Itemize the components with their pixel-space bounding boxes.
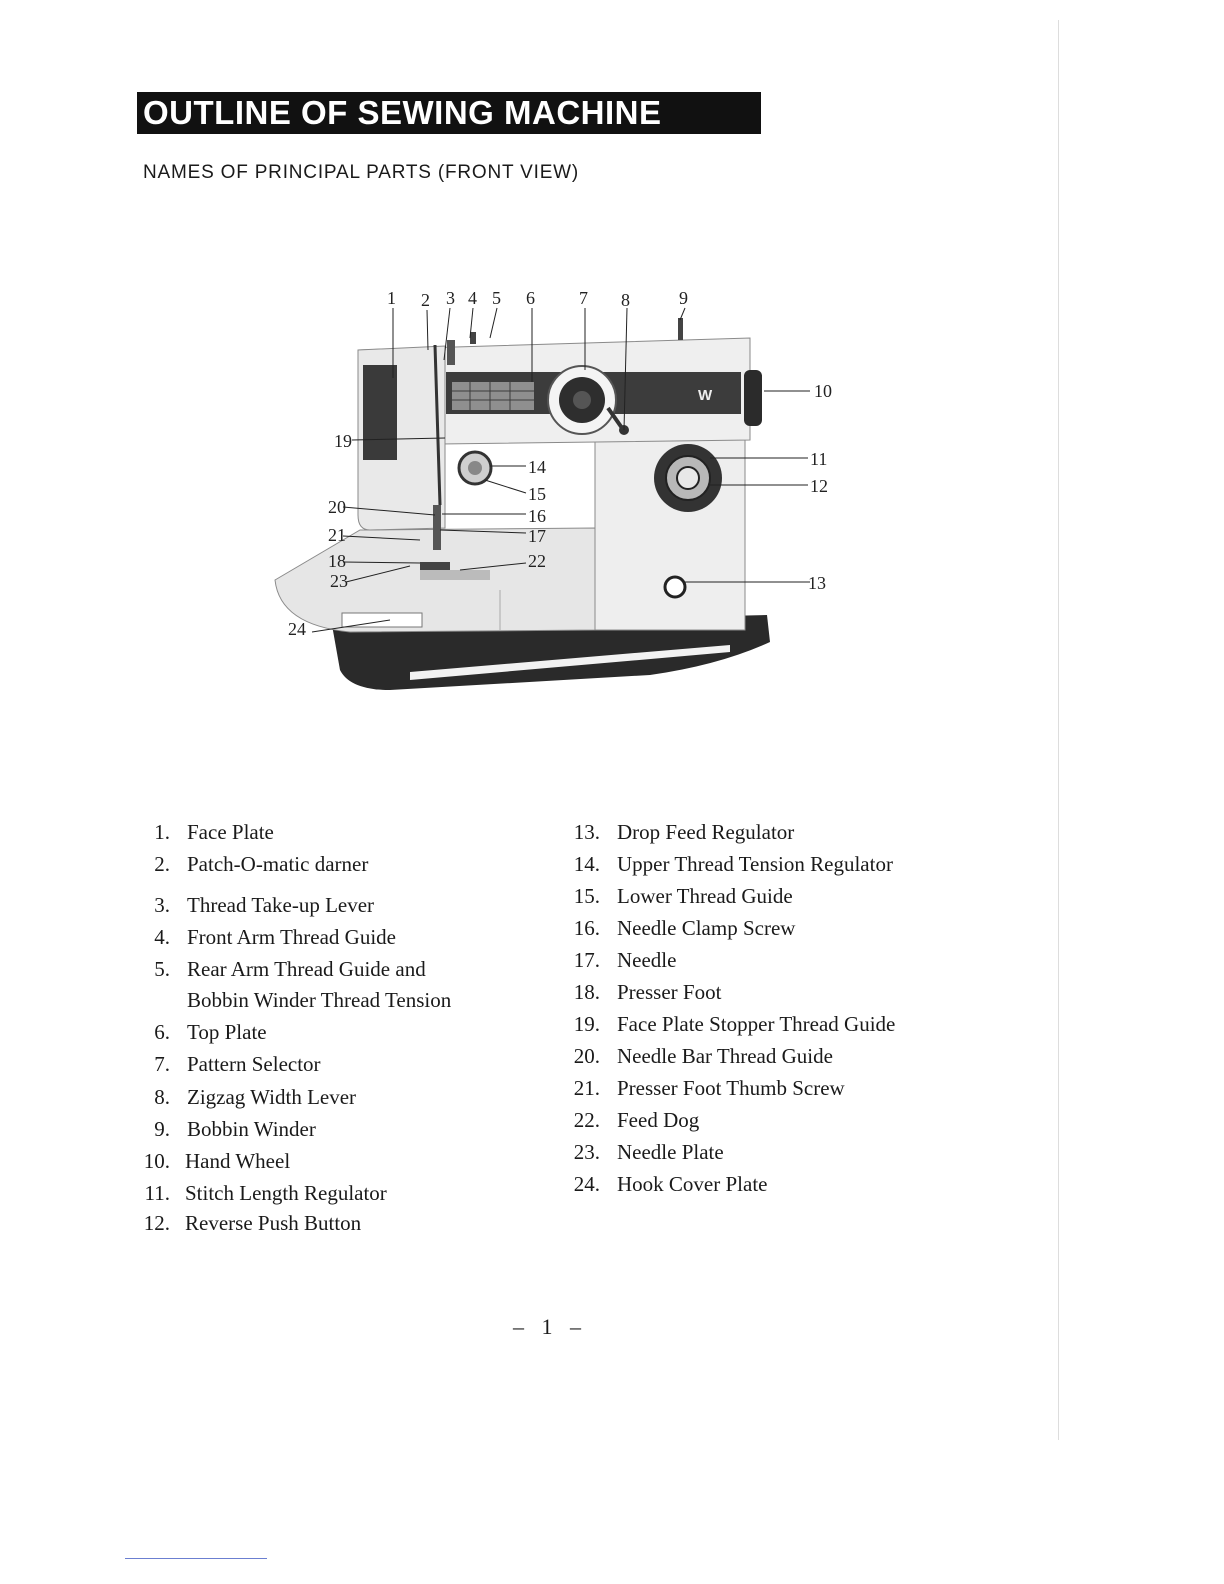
item-number: 7. <box>154 1052 170 1076</box>
item-label: Needle Plate <box>617 1140 724 1164</box>
item-label: Pattern Selector <box>187 1052 321 1076</box>
item-number: 21. <box>573 1076 600 1100</box>
callout-16: 16 <box>528 506 546 526</box>
callout-3: 3 <box>446 288 455 308</box>
callout-23: 23 <box>330 571 348 591</box>
callout-15: 15 <box>528 484 546 504</box>
callout-5: 5 <box>492 288 501 308</box>
callout-20: 20 <box>328 497 346 517</box>
drop-feed-regulator <box>665 577 685 597</box>
callout-14: 14 <box>528 457 546 477</box>
item-label: Hand Wheel <box>185 1149 291 1173</box>
callout-17: 17 <box>528 526 546 546</box>
callout-22: 22 <box>528 551 546 571</box>
callout-24: 24 <box>288 619 306 639</box>
item-label: Upper Thread Tension Regulator <box>617 852 893 876</box>
item-label: Bobbin Winder Thread Tension <box>187 988 452 1012</box>
callout-13: 13 <box>808 573 826 593</box>
callout-19: 19 <box>334 431 352 451</box>
item-number: 1. <box>154 820 170 844</box>
callout-7: 7 <box>579 288 588 308</box>
item-number: 5. <box>154 957 170 981</box>
item-number: 17. <box>573 948 600 972</box>
item-number: 6. <box>154 1020 170 1044</box>
bobbin-winder <box>678 318 683 340</box>
item-label: Needle Clamp Screw <box>617 916 796 940</box>
callout-6: 6 <box>526 288 535 308</box>
page-title: OUTLINE OF SEWING MACHINE <box>137 92 761 134</box>
callout-18: 18 <box>328 551 346 571</box>
callout-12: 12 <box>810 476 828 496</box>
item-label: Rear Arm Thread Guide and <box>187 957 426 981</box>
item-label: Face Plate Stopper Thread Guide <box>617 1012 896 1036</box>
brand-logo: W <box>698 387 713 404</box>
item-label: Bobbin Winder <box>187 1117 316 1141</box>
item-label: Drop Feed Regulator <box>617 820 795 844</box>
item-number: 14. <box>573 852 600 876</box>
item-label: Top Plate <box>187 1020 267 1044</box>
item-label: Reverse Push Button <box>185 1211 362 1235</box>
item-label: Feed Dog <box>617 1108 700 1132</box>
callout-4: 4 <box>468 288 477 308</box>
item-number: 18. <box>573 980 600 1004</box>
item-label: Hook Cover Plate <box>617 1172 768 1196</box>
callout-21: 21 <box>328 525 346 545</box>
item-label: Stitch Length Regulator <box>185 1181 387 1205</box>
face-plate-panel <box>363 365 397 460</box>
item-number: 11. <box>144 1181 170 1205</box>
item-number: 15. <box>573 884 600 908</box>
item-number: 23. <box>573 1140 600 1164</box>
item-number: 22. <box>573 1108 600 1132</box>
needle-bar <box>433 505 441 550</box>
hand-wheel <box>744 370 762 426</box>
item-number: 13. <box>573 820 600 844</box>
needle-plate <box>420 570 490 580</box>
hook-cover-plate <box>342 613 422 627</box>
item-label: Presser Foot Thumb Screw <box>617 1076 845 1100</box>
item-label: Zigzag Width Lever <box>187 1085 357 1109</box>
item-number: 16. <box>573 916 600 940</box>
page-number: – 1 – <box>513 1314 587 1339</box>
item-number: 2. <box>154 852 170 876</box>
item-label: Patch-O-matic darner <box>187 852 369 876</box>
item-label: Face Plate <box>187 820 274 844</box>
scan-mark <box>125 1558 267 1559</box>
callout-9: 9 <box>679 288 688 308</box>
item-label: Thread Take-up Lever <box>187 893 375 917</box>
item-number: 3. <box>154 893 170 917</box>
item-label: Presser Foot <box>617 980 722 1004</box>
item-label: Needle Bar Thread Guide <box>617 1044 833 1068</box>
item-label: Needle <box>617 948 677 972</box>
callout-10: 10 <box>814 381 832 401</box>
item-number: 19. <box>573 1012 600 1036</box>
page-edge-line <box>1058 20 1059 1440</box>
item-number: 4. <box>154 925 170 949</box>
callout-1: 1 <box>387 288 396 308</box>
callout-8: 8 <box>621 290 630 310</box>
callout-11: 11 <box>810 449 828 469</box>
item-number: 9. <box>154 1117 170 1141</box>
item-number: 24. <box>573 1172 600 1196</box>
item-number: 10. <box>143 1149 170 1173</box>
section-subtitle: NAMES OF PRINCIPAL PARTS (FRONT VIEW) <box>143 162 580 183</box>
item-label: Front Arm Thread Guide <box>187 925 396 949</box>
item-number: 12. <box>143 1211 170 1235</box>
item-number: 8. <box>154 1085 170 1109</box>
item-label: Lower Thread Guide <box>617 884 793 908</box>
callout-2: 2 <box>421 290 430 310</box>
item-number: 20. <box>573 1044 600 1068</box>
sewing-machine-diagram <box>270 280 870 710</box>
